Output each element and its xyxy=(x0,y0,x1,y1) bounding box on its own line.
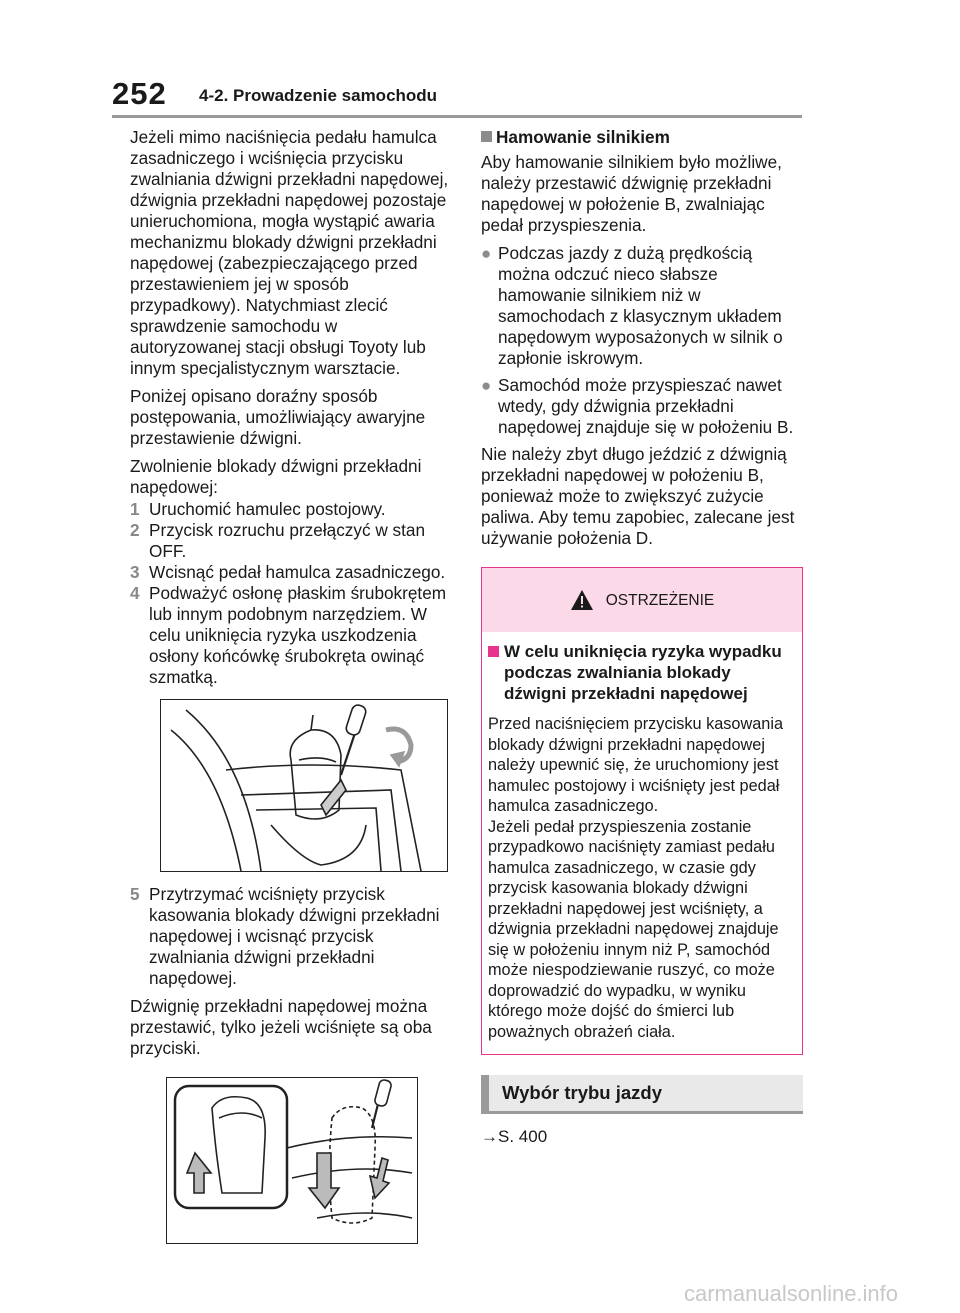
warning-text-1: Przed naciśnięciem przycisku kasowania blokady dźwigni przekładni napędowej należy upewnić się, że uruchomiony jest hamulec postojowy i wciśnięty jest pedał hamulca zasadniczego. xyxy=(488,715,783,815)
step-1 xyxy=(130,499,450,520)
intro-paragraph-2: Poniżej opisano doraźny sposób postępowania, umożliwiający awaryjne przestawienie dźwigni. xyxy=(130,386,426,448)
step-text: Uruchomić hamulec postojowy. xyxy=(149,499,386,519)
engine-brake-heading xyxy=(481,127,803,148)
step-text: Wcisnąć pedał hamulca zasadniczego. xyxy=(149,562,446,582)
step-number: 5 xyxy=(130,884,140,904)
right-column xyxy=(481,127,803,1147)
note-paragraph: Nie należy zbyt długo jeździć z dźwignią przekładni napędowej w położeniu B, ponieważ może to zwiększyć zużycie paliwa. Aby temu zapobiec, zalecane jest używanie położenia D. xyxy=(481,444,795,548)
step-text: Podważyć osłonę płaskim śrubokrętem lub innym podobnym narzędziem. W celu uniknięcia ryzyka uszkodzenia osłony końcówkę śrubokręta owinąć szmatką. xyxy=(149,583,447,687)
step-number: 4 xyxy=(130,583,140,603)
page-number: 252 xyxy=(112,76,167,111)
warning-body xyxy=(482,632,802,1054)
engine-brake-title: Hamowanie silnikiem xyxy=(496,127,670,147)
bullet-item xyxy=(481,375,803,438)
warning-text-2: Jeżeli pedał przyspieszenia zostanie przypadkowo naciśnięty zamiast pedału hamulca zasadniczego, w czasie gdy przycisk kasowania blokady dźwigni przekładni napędowej jest wciśnięty, a dźwignia przekładni napędowej znajduje się w położeniu innym niż P, samochód może niespodziewanie ruszyć, co może doprowadzić do wypadku, w wyniku którego może dojść do śmierci lub poważnych obrażeń ciała. xyxy=(488,817,779,1041)
step-text: Przycisk rozruchu przełączyć w stan OFF. xyxy=(149,520,426,561)
step-2 xyxy=(130,520,450,562)
warning-title xyxy=(488,641,792,704)
header-divider xyxy=(112,115,802,118)
warning-box xyxy=(481,567,803,1055)
square-bullet-icon xyxy=(488,646,499,657)
warning-header xyxy=(482,568,802,632)
page-reference-link[interactable]: →S. 400 xyxy=(481,1127,548,1146)
bullet-text: Samochód może przyspieszać nawet wtedy, gdy dźwignia przekładni napędowej znajduje się w położeniu B. xyxy=(498,375,794,437)
shift-lever-buttons-illustration xyxy=(166,1077,418,1244)
step-text: Przytrzymać wciśnięty przycisk kasowania blokady dźwigni przekładni napędowej i wcisnąć przycisk zwalniania dźwigni przekładni napędowej. xyxy=(149,884,440,988)
engine-brake-text: Aby hamowanie silnikiem było możliwe, należy przestawić dźwignię przekładni napędowej w położenie B, zwalniając pedał przyspieszenia. xyxy=(481,152,782,235)
circle-bullet-icon: ● xyxy=(481,376,492,395)
step-4 xyxy=(130,583,450,688)
left-column xyxy=(130,127,450,1244)
screwdriver-cover-illustration xyxy=(160,699,448,872)
step-number: 3 xyxy=(130,562,140,582)
warning-title-text: W celu uniknięcia ryzyka wypadku podczas zwalniania blokady dźwigni przekładni napędowej xyxy=(504,642,782,703)
step-number: 1 xyxy=(130,499,140,519)
mode-section-heading: Wybór trybu jazdy xyxy=(481,1075,803,1114)
step-number: 2 xyxy=(130,520,140,540)
step-3 xyxy=(130,562,450,583)
square-bullet-icon xyxy=(481,131,492,142)
step-5 xyxy=(130,884,450,989)
circle-bullet-icon: ● xyxy=(481,244,492,263)
warning-triangle-icon xyxy=(570,589,594,611)
release-title: Zwolnienie blokady dźwigni przekładni napędowej: xyxy=(130,456,422,497)
section-title: 4-2. Prowadzenie samochodu xyxy=(199,86,438,105)
bullet-item xyxy=(481,243,803,369)
intro-paragraph: Jeżeli mimo naciśnięcia pedału hamulca zasadniczego i wciśnięcia przycisku zwalniania dźwigni przekładni napędowej, dźwignia przekładni napędowej pozostaje unieruchomiona, mogła wystąpić awaria mechanizmu blokady dźwigni przekładni napędowej (zabezpieczającego przed przestawieniem jej w sposób przypadkowy). Natychmiast zlecić sprawdzenie samochodu w autoryzowanej stacji obsługi Toyoty lub innym specjalistycznym warsztacie. xyxy=(130,127,449,378)
warning-label: OSTRZEŻENIE xyxy=(605,591,715,609)
footer-watermark: carmanualsonline.info xyxy=(684,1281,899,1306)
bullet-text: Podczas jazdy z dużą prędkością można odczuć nieco słabsze hamowanie silnikiem niż w samochodach z klasycznym układem napędowym wyposażonych w silnik o zapłonie iskrowym. xyxy=(498,243,783,368)
outro-paragraph: Dźwignię przekładni napędowej można przestawić, tylko jeżeli wciśnięte są oba przyciski. xyxy=(130,996,432,1058)
